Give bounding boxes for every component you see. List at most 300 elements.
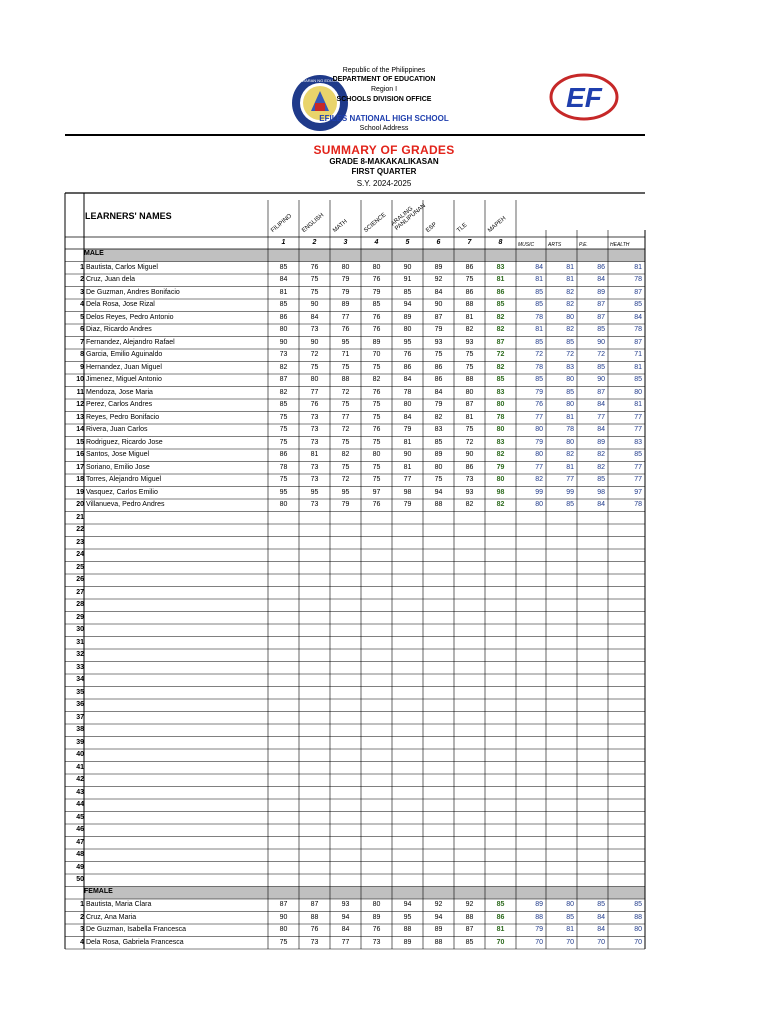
subject-grade: 73 [465,476,474,483]
subject-grade: 75 [434,351,443,358]
row-number: 34 [76,676,84,683]
subject-grade: 72 [465,438,474,446]
mapeh-part-grade: 84 [634,313,642,321]
mapeh-part-grade: 82 [566,326,574,333]
learner-name: Fernandez, Alejandro Rafael [86,338,175,346]
mapeh-part-grade: 78 [634,326,642,333]
subject-grade: 90 [279,913,288,921]
subject-grade: 82 [279,388,288,396]
subject-grade: 97 [372,488,381,496]
row-number: 14 [76,426,84,433]
mapeh-part-grade: 85 [566,501,574,508]
mapeh-part-grade: 89 [597,438,605,446]
region-label: Region I [370,86,398,93]
subject-grade: 93 [465,338,474,346]
mapeh-part-grade: 81 [535,326,543,333]
mapeh-part-grade: 85 [597,363,605,371]
learner-name: Villanueva, Pedro Andres [86,501,165,508]
logo-text: EF [566,82,602,113]
subject-grade: 84 [403,376,412,383]
learner-name: Vasquez, Carlos Emilio [86,488,158,496]
mapeh-part-grade: 80 [566,438,574,446]
subject-grade: 85 [434,438,443,446]
subject-grade: 73 [310,476,319,483]
subject-grade: 89 [372,338,381,346]
mapeh-part-grade: 72 [597,351,605,358]
subject-grade: 86 [465,463,474,471]
mapeh-part-grade: 72 [566,351,574,358]
mapeh-part-grade: 81 [566,276,574,283]
mapeh-part-grade: 78 [634,276,642,283]
row-number: 8 [80,351,84,358]
subject-grade: 90 [403,451,412,458]
mapeh-grade: 82 [496,313,505,321]
subject-grade: 75 [372,413,381,421]
mapeh-part-grade: 98 [597,488,605,496]
row-number: 10 [76,376,84,383]
row-number: 6 [80,326,84,333]
subject-grade: 82 [372,376,381,383]
subject-grade: 85 [372,301,381,308]
subject-grade: 80 [372,451,381,458]
subject-grade: 75 [341,438,350,446]
subject-grade: 81 [403,463,412,471]
subject-grade: 82 [465,501,474,508]
subject-grade: 76 [403,351,412,358]
row-number: 27 [76,588,84,596]
mapeh-part-header: HEALTH [610,242,630,248]
subject-grade: 75 [341,401,350,408]
subject-grade: 76 [310,263,319,271]
mapeh-part-grade: 81 [634,401,642,408]
grade-section: GRADE 8-MAKAKALIKASAN [329,157,439,166]
row-number: 28 [76,601,84,608]
subject-grade: 77 [403,476,412,483]
row-number: 24 [76,551,84,558]
learner-name: Cruz, Ana Maria [86,913,137,921]
mapeh-part-grade: 78 [566,426,574,433]
mapeh-part-grade: 80 [634,388,642,396]
subject-grade: 90 [310,301,319,308]
subject-grade: 77 [341,938,350,946]
learner-name: Soriano, Emilio Jose [86,463,150,471]
mapeh-part-grade: 81 [535,276,543,283]
subject-grade: 80 [403,326,412,333]
subject-grade: 86 [279,313,288,321]
mapeh-grade: 81 [496,926,505,933]
row-number: 29 [76,613,84,621]
subject-grade: 81 [310,451,319,458]
row-number: 21 [76,513,84,521]
subject-grade: 81 [465,413,474,421]
subject-grade: 75 [279,476,288,483]
subject-grade: 89 [341,301,350,308]
mapeh-part-grade: 84 [597,501,605,508]
row-number: 41 [76,763,84,771]
subject-grade: 76 [341,326,350,333]
subject-grade: 75 [310,288,319,296]
row-number: 13 [76,413,84,421]
learner-name: Cruz, Juan dela [86,276,136,283]
subject-grade: 94 [341,913,350,921]
row-number: 15 [76,438,84,446]
row-number: 44 [76,801,84,808]
subject-grade: 75 [279,426,288,433]
row-number: 16 [76,451,84,458]
learner-name: Santos, Jose Miguel [86,451,150,458]
subject-grade: 85 [403,288,412,296]
subject-grade: 75 [465,363,474,371]
subject-grade: 93 [434,338,443,346]
mapeh-part-grade: 84 [597,913,605,921]
quarter-label: FIRST QUARTER [351,167,417,176]
mapeh-grade: 86 [496,288,505,296]
mapeh-part-header: MUSIC [518,242,535,248]
subject-grade: 92 [465,901,474,908]
subject-grade: 81 [465,313,474,321]
subject-grade: 81 [403,438,412,446]
subject-grade: 82 [434,413,443,421]
subject-grade: 72 [310,351,319,358]
subject-number: 4 [374,239,379,246]
mapeh-part-grade: 77 [634,426,642,433]
school-year: S.Y. 2024-2025 [356,179,412,188]
mapeh-part-grade: 79 [535,388,543,396]
mapeh-part-grade: 82 [566,288,574,296]
mapeh-part-grade: 81 [566,463,574,471]
subject-grade: 80 [279,501,288,508]
division-label: SCHOOLS DIVISION OFFICE [336,96,432,103]
subject-grade: 83 [434,426,443,433]
subject-grade: 98 [403,488,412,496]
mapeh-part-header: P.E. [579,242,588,248]
subject-grade: 80 [279,326,288,333]
mapeh-part-grade: 85 [535,288,543,296]
row-number: 19 [76,488,84,496]
learner-name: Dela Rosa, Gabriela Francesca [86,938,184,946]
row-number: 4 [80,301,84,308]
mapeh-part-grade: 77 [535,413,543,421]
mapeh-part-grade: 85 [597,476,605,483]
row-number: 25 [76,563,84,571]
learner-name: Torres, Alejandro Miguel [86,476,162,483]
subject-header: ARALING PANLIPUNAN [390,203,428,232]
learner-name: Perez, Carlos Andres [86,401,153,408]
subject-header: SCIENCE [363,212,388,234]
row-number: 9 [80,363,84,371]
mapeh-part-grade: 71 [634,351,642,358]
mapeh-part-grade: 80 [566,401,574,408]
mapeh-part-grade: 78 [535,363,543,371]
subject-grade: 75 [372,476,381,483]
subject-header: ENGLISH [301,212,326,234]
subject-grade: 86 [279,451,288,458]
subject-grade: 72 [341,388,350,396]
subject-grade: 82 [279,363,288,371]
subject-grade: 93 [341,901,350,908]
mapeh-part-grade: 79 [535,926,543,933]
learner-name: Diaz, Ricardo Andres [86,326,152,333]
mapeh-part-grade: 72 [535,351,543,358]
mapeh-part-grade: 78 [535,313,543,321]
subject-grade: 73 [310,438,319,446]
learner-name: Jimenez, Miguel Antonio [86,376,162,383]
subject-grade: 86 [434,363,443,371]
mapeh-part-grade: 80 [535,451,543,458]
mapeh-grade: 82 [496,326,505,333]
subject-grade: 75 [341,363,350,371]
subject-grade: 76 [372,313,381,321]
subject-header: TLE [456,222,469,234]
mapeh-part-grade: 81 [634,263,642,271]
mapeh-part-grade: 77 [535,463,543,471]
mapeh-part-grade: 77 [634,463,642,471]
subject-grade: 73 [310,501,319,508]
subject-grade: 80 [279,926,288,933]
subject-grade: 75 [372,463,381,471]
mapeh-part-grade: 87 [597,388,605,396]
mapeh-part-grade: 76 [535,401,543,408]
subject-grade: 77 [310,388,319,396]
mapeh-part-grade: 84 [597,401,605,408]
mapeh-part-grade: 81 [566,413,574,421]
row-number: 30 [76,626,84,633]
mapeh-part-grade: 97 [634,488,642,496]
subject-grade: 75 [279,938,288,946]
row-number: 26 [76,576,84,583]
row-number: 3 [80,926,84,933]
mapeh-part-grade: 77 [634,413,642,421]
subject-grade: 86 [465,263,474,271]
row-number: 36 [76,701,84,708]
learner-name: Dela Rosa, Jose Rizal [86,301,155,308]
subject-grade: 80 [434,463,443,471]
subject-grade: 88 [341,376,350,383]
subject-grade: 90 [465,451,474,458]
subject-grade: 95 [341,338,350,346]
mapeh-part-grade: 79 [535,438,543,446]
row-number: 35 [76,688,84,696]
row-number: 18 [76,476,84,483]
mapeh-part-grade: 81 [566,926,574,933]
mapeh-part-header: ARTS [548,242,562,248]
mapeh-part-grade: 82 [566,301,574,308]
mapeh-part-grade: 85 [535,376,543,383]
mapeh-part-grade: 85 [566,338,574,346]
subject-grade: 76 [372,276,381,283]
mapeh-grade: 80 [496,426,505,433]
mapeh-grade: 72 [496,351,505,358]
row-number: 49 [76,863,84,871]
subject-grade: 75 [310,276,319,283]
subject-grade: 95 [310,488,319,496]
mapeh-part-grade: 90 [597,376,605,383]
mapeh-part-grade: 85 [597,901,605,908]
learner-name: Hernandez, Juan Miguel [86,363,162,371]
mapeh-part-grade: 85 [634,451,642,458]
row-number: 20 [76,501,84,508]
mapeh-grade: 85 [496,901,505,908]
subject-grade: 86 [403,363,412,371]
subject-grade: 90 [403,263,412,271]
subject-grade: 75 [434,476,443,483]
subject-grade: 73 [310,426,319,433]
subject-grade: 80 [372,263,381,271]
subject-grade: 92 [434,276,443,283]
subject-grade: 76 [310,926,319,933]
subject-grade: 72 [341,426,350,433]
mapeh-part-grade: 85 [566,913,574,921]
subject-grade: 80 [341,263,350,271]
learner-name: Rodriguez, Ricardo Jose [86,438,163,446]
mapeh-part-grade: 70 [566,938,574,946]
subject-grade: 78 [403,388,412,396]
mapeh-part-grade: 84 [597,926,605,933]
row-number: 32 [76,651,84,658]
subject-grade: 89 [434,926,443,933]
subject-grade: 82 [465,326,474,333]
subject-grade: 75 [372,363,381,371]
subject-grade: 91 [403,276,412,283]
mapeh-grade: 70 [496,938,505,946]
male-section-label: MALE [84,250,104,257]
mapeh-part-grade: 70 [597,938,605,946]
school-address: School Address [359,125,409,132]
learner-name: De Guzman, Isabella Francesca [86,926,186,933]
subject-grade: 87 [310,901,319,908]
mapeh-grade: 83 [496,388,505,396]
mapeh-grade: 82 [496,501,505,508]
mapeh-part-grade: 81 [634,363,642,371]
subject-grade: 85 [465,938,474,946]
mapeh-grade: 98 [496,488,505,496]
subject-grade: 75 [372,401,381,408]
mapeh-part-grade: 80 [566,901,574,908]
subject-grade: 77 [341,313,350,321]
subject-number: 5 [405,239,410,246]
subject-grade: 85 [279,301,288,308]
subject-grade: 84 [434,388,443,396]
row-number: 43 [76,788,84,796]
mapeh-part-grade: 86 [597,263,605,271]
mapeh-part-grade: 70 [535,938,543,946]
row-number: 2 [80,913,84,921]
subject-grade: 73 [310,413,319,421]
mapeh-part-grade: 88 [535,913,543,921]
seal-text: KAGAWARAN NG EDUKASYON [290,78,350,83]
subject-header: ESP [425,221,439,234]
learner-name: Bautista, Carlos Miguel [86,263,158,271]
subject-grade: 94 [403,301,412,308]
row-number: 11 [76,388,84,396]
subject-grade: 76 [372,926,381,933]
subject-grade: 84 [403,413,412,421]
row-number: 12 [76,401,84,408]
row-number: 31 [76,638,84,646]
mapeh-part-grade: 87 [597,313,605,321]
subject-grade: 73 [310,938,319,946]
subject-grade: 73 [372,938,381,946]
mapeh-part-grade: 83 [566,363,574,371]
mapeh-part-grade: 82 [535,476,543,483]
mapeh-grade: 82 [496,363,505,371]
subject-grade: 72 [341,476,350,483]
subject-grade: 90 [279,338,288,346]
subject-grade: 81 [279,288,288,296]
subject-grade: 90 [310,338,319,346]
subject-grade: 86 [465,288,474,296]
row-number: 33 [76,663,84,671]
row-number: 4 [80,938,84,946]
mapeh-part-grade: 80 [535,426,543,433]
learner-name: Mendoza, Jose Maria [86,388,153,396]
row-number: 3 [80,288,84,296]
mapeh-part-grade: 77 [634,476,642,483]
subject-grade: 80 [403,401,412,408]
row-number: 38 [76,726,84,733]
subject-grade: 88 [310,913,319,921]
subject-header: FILIPINO [270,213,294,234]
subject-grade: 90 [434,301,443,308]
mapeh-grade: 78 [496,413,505,421]
subject-grade: 84 [310,313,319,321]
subject-grade: 87 [465,926,474,933]
subject-grade: 94 [403,901,412,908]
row-number: 40 [76,751,84,758]
subject-header: MAPEH [487,215,508,234]
subject-grade: 75 [310,363,319,371]
subject-grade: 73 [310,463,319,471]
subject-grade: 80 [465,388,474,396]
row-number: 39 [76,738,84,746]
learner-name: De Guzman, Andres Bonifacio [86,288,180,296]
subject-grade: 95 [403,338,412,346]
subject-grade: 78 [279,463,288,471]
mapeh-grade: 82 [496,451,505,458]
mapeh-part-grade: 78 [634,501,642,508]
subject-grade: 79 [434,401,443,408]
subject-grade: 76 [372,388,381,396]
subject-grade: 84 [341,926,350,933]
subject-grade: 89 [403,313,412,321]
mapeh-part-grade: 85 [535,301,543,308]
subject-grade: 94 [434,488,443,496]
mapeh-part-grade: 85 [535,338,543,346]
subject-grade: 89 [403,938,412,946]
row-number: 5 [80,313,84,321]
mapeh-part-grade: 85 [634,376,642,383]
row-number: 47 [76,838,84,846]
subject-grade: 84 [434,288,443,296]
subject-grade: 94 [434,913,443,921]
row-number: 2 [80,276,84,283]
subject-grade: 95 [341,488,350,496]
row-number: 22 [76,526,84,533]
subject-grade: 87 [465,401,474,408]
mapeh-grade: 80 [496,476,505,483]
mapeh-part-grade: 85 [597,326,605,333]
subject-grade: 88 [465,376,474,383]
mapeh-part-grade: 82 [566,451,574,458]
mapeh-part-grade: 81 [566,263,574,271]
mapeh-part-grade: 85 [634,901,642,908]
subject-grade: 95 [403,913,412,921]
subject-grade: 70 [372,351,381,358]
row-number: 37 [76,713,84,721]
subject-number: 8 [498,239,503,246]
row-number: 7 [80,338,84,346]
mapeh-part-grade: 84 [535,263,543,271]
